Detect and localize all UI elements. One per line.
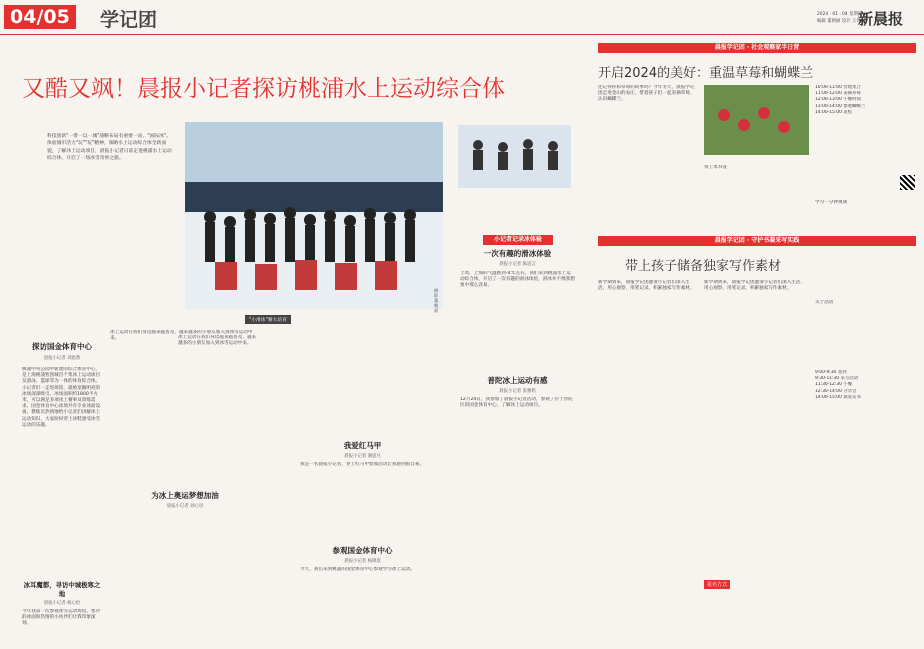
schedule-item: 11:30-12:30 午餐 (815, 382, 853, 388)
right-bottom-schedule (815, 370, 915, 401)
schedule-item: 13:00-14:00 参观蝴蝶兰 (815, 103, 866, 109)
schedule-item: 12:00-13:00 午餐时间 (815, 97, 861, 103)
schedule-item: 14:00-15:00 返程 (815, 109, 853, 115)
strawberry-photo (704, 85, 809, 155)
article-canguan (300, 545, 425, 637)
article-binghuo (22, 580, 102, 649)
article-byline: 晨报小记者 杨心怡 (43, 601, 81, 606)
article-byline: 晨报小记者 刘心语 (166, 504, 204, 509)
article-body: 今天，我们来到桃浦的国金体育中心参观学习冰上运动。 (300, 567, 415, 572)
article-byline: 晨报小记者 谢思凡 (344, 454, 381, 459)
article-body: 我是一名晨报小记者，穿上红马甲参加活动让我感到很自豪。 (300, 462, 425, 467)
article-title: 为冰上奥运梦想加油 (151, 491, 219, 500)
right-top-title: 开启2024的美好：重温草莓和蝴蝶兰 (598, 66, 814, 81)
footer-tag: 报名方式 (704, 580, 730, 589)
article-body: 上周，上海的气温跌到-4℃左右，我们来到桃浦水上运动综合体，开启了一次有趣的滑冰体验，滑冰并不像我想象中那么容易。 (460, 271, 575, 289)
photo-credit: 摄影 董朝丽 (434, 288, 439, 313)
article-woai (300, 440, 425, 522)
right-top-banner: 晨报学记团 · 社会观察家半日营 (598, 43, 916, 53)
article-byline: 晨报小记者 张雅铭 (499, 389, 536, 394)
right-bottom-side-title: 关于活动 (815, 300, 834, 305)
article-title: 冰耳魔都，寻访中城极寒之地 (23, 581, 101, 598)
column-body-b: 冰上运动在我们身边越来越普及，越来越多的小朋友加入到冰雪运动中来。 (178, 335, 257, 347)
article-title: 探访国金体育中心 (32, 342, 92, 351)
article-body-top: 冰上运动在我们身边越来越普及，越来越多的小朋友加入到冰雪运动中来。 (110, 330, 253, 342)
right-bottom-title: 带上孩子储备独家写作素材 (625, 259, 782, 274)
bring-note: 学习一分钟视频 (815, 200, 848, 205)
article-byline: 晨报小记者 刘思然 (43, 356, 81, 361)
article-pudian (460, 375, 575, 437)
bring-title: 带上本书签 (704, 165, 727, 170)
intro-text: 科技创新"一带一以一城"战略布局有重要一站，"国际冰"。体验城市活力"玩""玩"精神，领略水上运动综合体全新面貌，了解冰上运动项目，晨报小记者日前走进桃浦水上运动综合体，开启了一场冰雪奇妙之旅。 (47, 134, 172, 161)
page-tag: 04/05 (4, 5, 76, 29)
schedule-item: 14:00-15:00 颁发证书 (815, 394, 861, 400)
article-title: 普陀冰上运动有感 (487, 376, 548, 385)
right-bottom-banner: 晨报学记团 · 守护书凝采写实践 (598, 236, 916, 246)
right-top-body: 还记得你和草莓的故事吗？今年冬天，晨报学记团走进金山的农庄，带着孩子们一起采摘草莓、认识蝴蝶兰。 (598, 85, 695, 103)
kids-photo (458, 125, 571, 188)
schedule-item: 11:00-12:00 采摘草莓 (815, 91, 861, 97)
article-title: 参观国金体育中心 (332, 546, 393, 555)
right-bottom-body-b: 新学期到来，晨报学记团邀请小记者们深入生活，用心观察，用笔记录，积累独家写作素材。 (704, 280, 806, 292)
right-top-schedule (815, 85, 915, 116)
article-byline: 晨报小记者 陈思言 (499, 262, 536, 267)
schedule-item: 9:00-9:30 签到 (815, 370, 847, 375)
newspaper-logo: 新晨报 (858, 10, 904, 28)
article-body: 桃浦中央公园中新建的综合体育中心，是上海桃浦智创城首个集冰上运动项目及游泳、篮球等为一体的体育综合体。小记者们一走进场馆，就被宽敞明亮的冰场深深吸引。冰场面积约1800平方米，可以满足多项冰上赛事及训练需求。国金体育中心冰场共有专业冰面设备，教练员热情地给小记者们讲解冰上运动知识，大家纷纷穿上冰鞋感受冰雪运动的乐趣。 (22, 367, 101, 428)
article-body: 12月24日，我参加了晨报小记者活动，参观了位于普陀区的国金体育中心，了解冰上运动项目。 (460, 397, 573, 409)
main-headline: 又酷又飒！晨报小记者探访桃浦水上运动综合体 (22, 76, 505, 102)
qr-code-icon[interactable] (900, 175, 915, 190)
article-byline: 晨报小记者 杨锦宸 (344, 559, 381, 564)
masthead-editors: 编辑 董朝丽 设计 王伟 (817, 19, 861, 24)
schedule-item: 12:30-14:00 分享会 (815, 388, 857, 394)
rink-photo (185, 122, 443, 309)
article-title: 我爱红马甲 (343, 441, 382, 450)
right-bottom-body: 新学期到来，晨报学记团邀请小记者们深入生活，用心观察，用笔记录，积累独家写作素材。 (598, 280, 695, 292)
masthead (0, 0, 924, 35)
article-body: 今年我第一次参观冰雪运动场馆，寒冷的冰面和热情的小伙伴们让我印象深刻。 (22, 609, 101, 627)
article-title: 一次有趣的滑冰体验 (483, 249, 552, 258)
schedule-item: 9:30-11:30 采写活动 (815, 376, 859, 382)
mini-banner: 小记者记录冰体验 (483, 235, 553, 245)
article-first (460, 248, 575, 361)
section-title: 学记团 (100, 9, 158, 31)
masthead-date: 2024 · 01 · 04 星期四 (817, 12, 863, 17)
kids-caption: "小滑冰"赛大培育 (245, 315, 291, 324)
schedule-item: 10:00-11:00 营地集合 (815, 85, 861, 90)
